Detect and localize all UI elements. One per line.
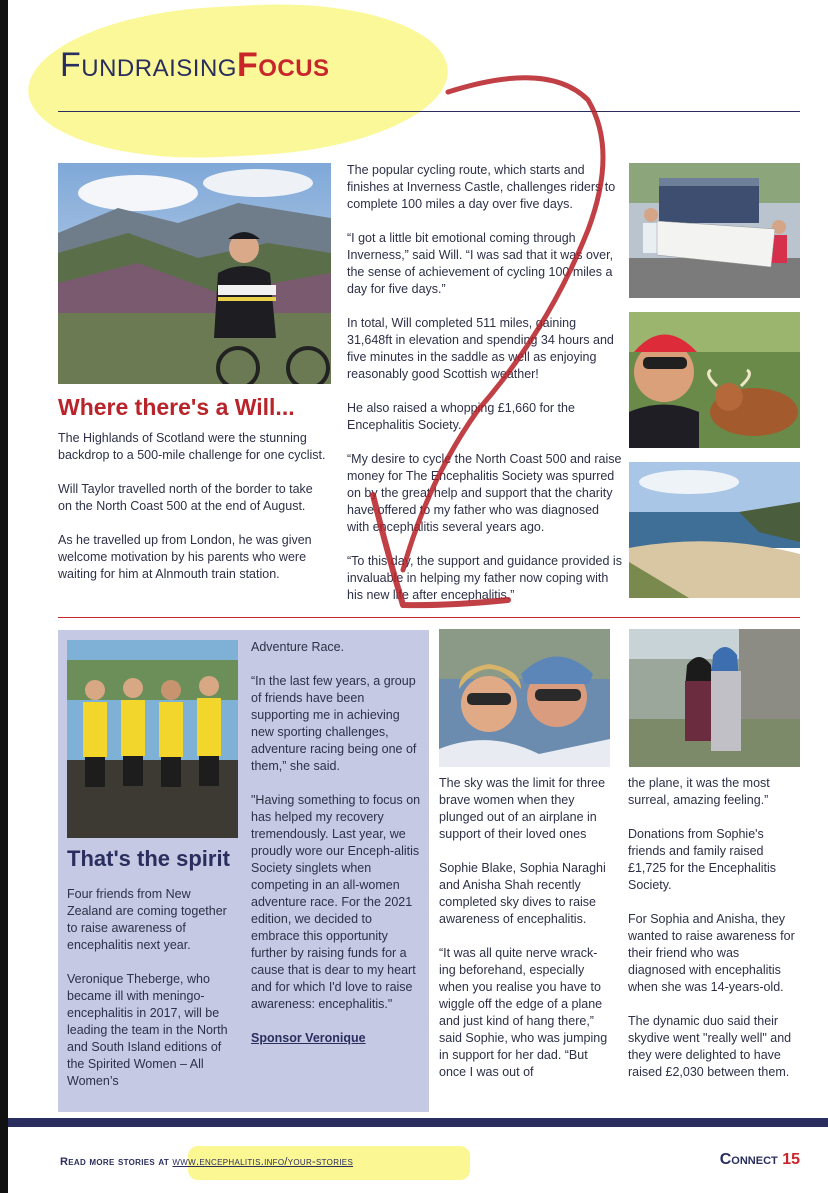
article2-heading: That's the spirit: [67, 846, 230, 871]
article3-col2-para: the plane, it was the most surreal, amazing feeling.”: [628, 776, 770, 807]
parents-banner-photo: [629, 163, 800, 298]
article2-col1-para: Four friends from New Zealand are coming together to raise awareness of encephalitis next year.: [67, 887, 227, 952]
article2-col2-para: Adventure Race.: [251, 640, 345, 654]
four-friends-photo: [67, 640, 238, 838]
page-title: [60, 46, 330, 85]
article1-col2-para: “I got a little bit emotional coming through Inverness,” said Will. “I was sad that it was over, the sense of achievement of cycling 100 miles a day for five days.”: [347, 231, 614, 296]
selfie-with-highland-cow-photo: [629, 312, 800, 448]
header-divider: [58, 111, 800, 112]
article3-col2-para: Donations from Sophie's friends and family raised £1,725 for the Encephalitis Society.: [628, 827, 777, 892]
article1-col1-para: The Highlands of Scotland were the stunning backdrop to a 500-mile challenge for one cyclist.: [58, 431, 326, 462]
article1-col2-para: “To this day, the support and guidance provided is invaluable in helping my father now coping with his new life after encephalitis.”: [347, 554, 622, 602]
sponsor-veronique-link[interactable]: Sponsor Veronique: [251, 1031, 366, 1045]
section-divider: [58, 617, 800, 618]
magazine-page: [8, 0, 828, 1193]
article1-heading: Where there's a Will...: [58, 394, 295, 420]
article3-col1-para: The sky was the limit for three brave women when they plunged out of an airplane in support of their loved ones: [439, 776, 606, 841]
article2-col2-para: “In the last few years, a group of friends have been supporting me in achieving new sporting challenges, adventure racing being one of them,” she said.: [251, 674, 417, 773]
footer-bar: [8, 1118, 828, 1127]
magazine-name: Connect: [719, 1151, 778, 1168]
title-part-fundraising: Fundraising: [60, 46, 237, 84]
footer-read-more: [60, 1156, 353, 1168]
coastal-beach-photo: [629, 462, 800, 598]
sophie-and-dad-photo: [439, 629, 610, 767]
article1-col2-para: The popular cycling route, which starts and finishes at Inverness Castle, challenges riders to complete 100 miles a day over five days.: [347, 163, 616, 211]
sophia-and-anisha-photo: [629, 629, 800, 767]
page-number: 15: [782, 1151, 800, 1168]
stories-url-link[interactable]: www.encephalitis.info/your-stories: [172, 1156, 354, 1168]
title-part-focus: Focus: [236, 46, 330, 84]
article1-col1-para: As he travelled up from London, he was given welcome motivation by his parents who were waiting for him at Alnmouth train station.: [58, 533, 312, 581]
article3-col2-para: The dynamic duo said their skydive went "really well" and they were delighted to have raised £2,030 between them.: [628, 1014, 792, 1079]
article3-col1-para: “It was all quite nerve wrack-ing beforehand, especially when you realise you have to wiggle off the edge of a plane and just kind of hang there,” said Sophie, who was jumping in support for her dad. “But once I was out of: [439, 946, 608, 1079]
article3-col1: [439, 775, 611, 1098]
article1-col2-para: He also raised a whopping £1,660 for the Encephalitis Society.: [347, 401, 575, 432]
article3-col1-para: Sophie Blake, Sophia Naraghi and Anisha Shah recently completed sky dives to raise awareness of encephalitis.: [439, 861, 606, 926]
cyclist-photo: [58, 163, 331, 384]
article1-col1-para: Will Taylor travelled north of the border to take on the North Coast 500 at the end of August.: [58, 482, 313, 513]
footer-page-info: [720, 1151, 800, 1169]
article2-col2-para: "Having something to focus on has helped my recovery tremendously. Last year, we proudly wore our Enceph-alitis Society singlets when competing in an all-women adventure race. For the 2021 edition, we decided to embrace this opportunity further by raising funds for a cause that is dear to my heart and for which I'd love to raise awareness: encephalitis.": [251, 793, 421, 1011]
article2-col1-para: Veronique Theberge, who became ill with meningo-encephalitis in 2017, will be leading the team in the North and South Island editions of the Spirited Women – All Women’s: [67, 972, 228, 1088]
article3-col2-para: For Sophia and Anisha, they wanted to raise awareness for their friend who was diagnosed with encephalitis when she was 14-years-old.: [628, 912, 795, 994]
article1-col2-para: “My desire to cycle the North Coast 500 and raise money for The Encephalitis Society was spurred on by the great help and support that the charity have offered to my father who was diagnosed with encephalitis several years ago.: [347, 452, 622, 534]
article2-col2: [251, 639, 423, 1047]
left-edge-bar: [0, 0, 8, 1193]
article2-col1: [67, 886, 239, 1107]
article1-col1: [58, 430, 328, 600]
article1-col2: [347, 162, 624, 621]
article3-col2: [628, 775, 800, 1098]
read-more-label: Read more stories at: [60, 1156, 170, 1168]
article1-col2-para: In total, Will completed 511 miles, gaining 31,648ft in elevation and spending 34 hours and five minutes in the saddle as well as enjoying reasonably good Scottish weather!: [347, 316, 614, 381]
